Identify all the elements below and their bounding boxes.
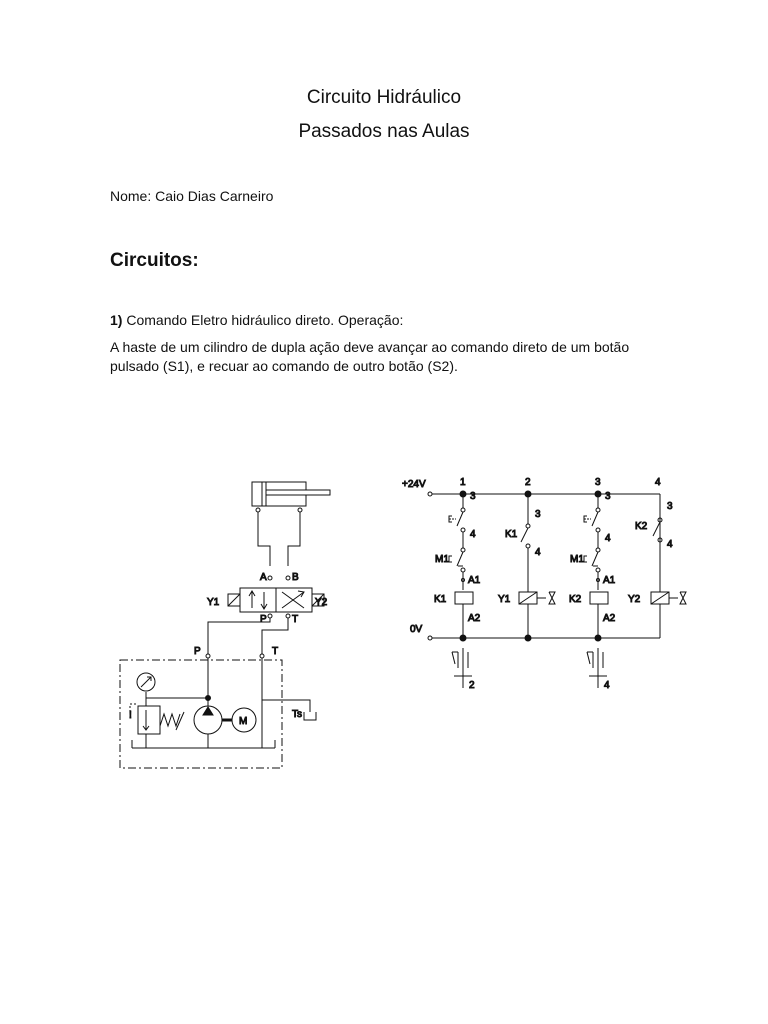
k1-contact-4-label: 4 xyxy=(535,547,541,558)
k2-contact-label: K2 xyxy=(635,521,648,532)
column-1-label: 1 xyxy=(460,477,466,488)
item-number: 1) xyxy=(110,312,123,328)
motor-label: M xyxy=(239,716,248,727)
relief-valve xyxy=(129,698,184,748)
port-t-label: T xyxy=(292,614,299,625)
a2-label-1: A2 xyxy=(468,613,481,624)
column-3-label: 3 xyxy=(595,477,601,488)
col3-contact-3-label: 3 xyxy=(605,491,611,502)
k-contact-4-label: 4 xyxy=(470,529,476,540)
solenoid-y2-label: Y2 xyxy=(315,597,328,608)
a1-label-2: A1 xyxy=(603,575,616,586)
pressure-gauge xyxy=(137,673,155,691)
unit-p-label: P xyxy=(194,646,201,657)
double-acting-cylinder xyxy=(252,482,330,512)
supply-label: +24V xyxy=(402,479,426,490)
tank-label: Ts xyxy=(292,709,302,720)
reference-2-label: 2 xyxy=(469,680,475,691)
electrical-circuit xyxy=(402,477,686,691)
k1-coil-label: K1 xyxy=(434,594,447,605)
m1-label-1: M1 xyxy=(435,554,449,565)
col3-contact-4-label: 4 xyxy=(605,533,611,544)
column-4-label: 4 xyxy=(655,477,661,488)
m1-label-2: M1 xyxy=(570,554,584,565)
unit-t-label: T xyxy=(272,646,279,657)
port-a-label: A xyxy=(260,572,267,583)
k1-contact-3-label: 3 xyxy=(535,509,541,520)
description-paragraph: A haste de um cilindro de dupla ação deve avançar ao comando direto de um botão pulsado (S1), e recuar ao comando de outro botão (S2). xyxy=(110,339,630,374)
k2-coil-label: K2 xyxy=(569,594,582,605)
k2-contact-3-label: 3 xyxy=(667,501,673,512)
k1-contact-label: K1 xyxy=(505,529,518,540)
k2-contact-4-label: 4 xyxy=(667,539,673,550)
column-2-label: 2 xyxy=(525,477,531,488)
k-contact-3-label: 3 xyxy=(470,491,476,502)
author-name: Nome: Caio Dias Carneiro xyxy=(110,188,274,204)
ground-label: 0V xyxy=(410,624,423,635)
port-p-label: P xyxy=(260,614,267,625)
pilot-mark: ! xyxy=(129,710,132,721)
a1-label-1: A1 xyxy=(468,575,481,586)
hydraulic-circuit xyxy=(120,482,330,768)
document-subtitle: Passados nas Aulas xyxy=(298,121,470,142)
directional-valve xyxy=(228,588,324,618)
section-heading: Circuitos: xyxy=(110,250,199,271)
reference-4-label: 4 xyxy=(604,680,610,691)
y2-coil-label: Y2 xyxy=(628,594,641,605)
y1-coil-label: Y1 xyxy=(498,594,511,605)
power-unit-boundary xyxy=(120,660,282,768)
a2-label-2: A2 xyxy=(603,613,616,624)
port-b-label: B xyxy=(292,572,299,583)
item-text: Comando Eletro hidráulico direto. Operação: xyxy=(122,312,404,328)
hydraulic-pump xyxy=(194,706,232,748)
document-title: Circuito Hidráulico xyxy=(306,87,462,108)
solenoid-y1-label: Y1 xyxy=(207,597,220,608)
